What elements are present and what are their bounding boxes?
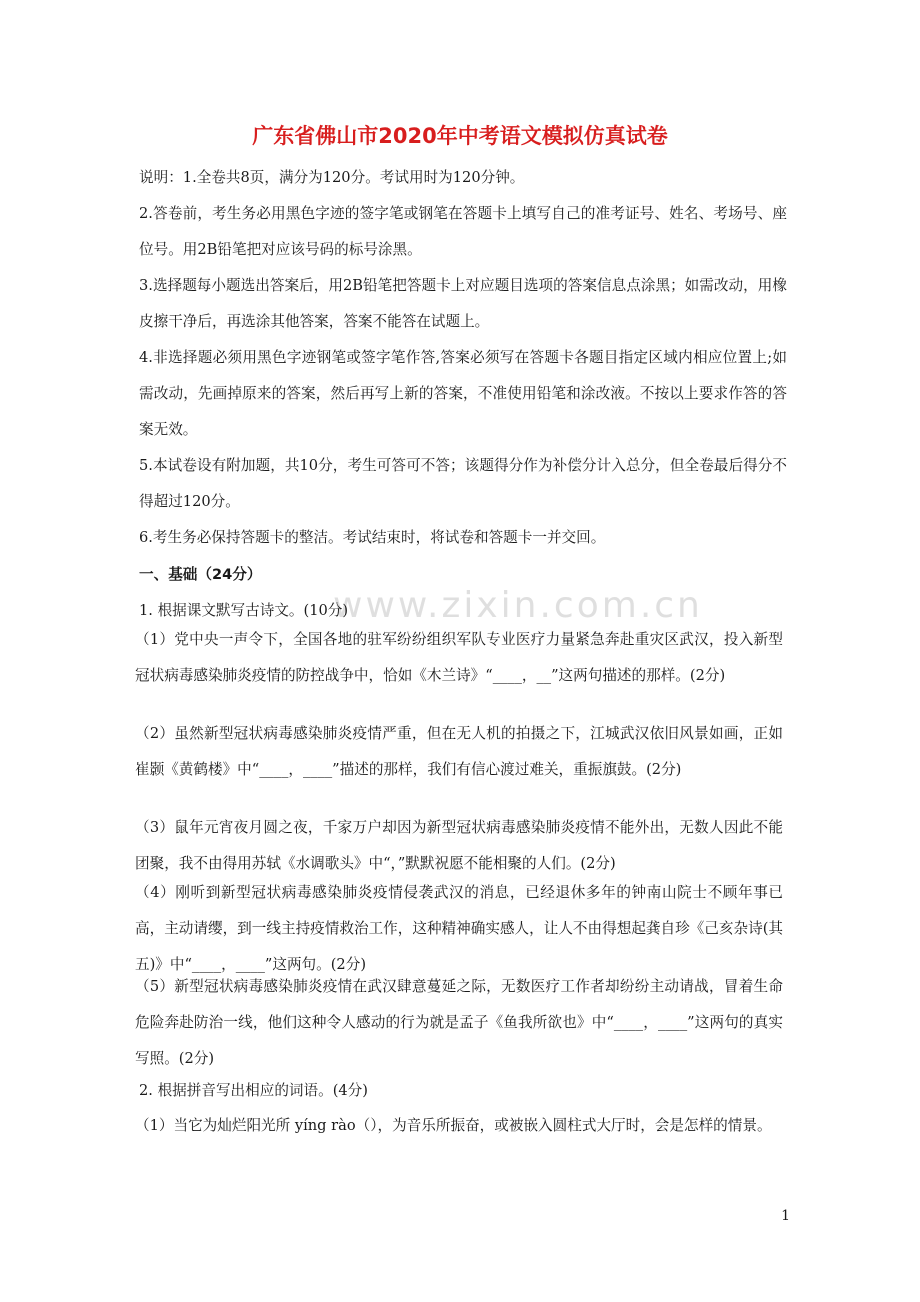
section-heading: 一、基础（24分） — [139, 566, 262, 583]
question-1-item-2: （2）虽然新型冠状病毒感染肺炎疫情严重，但在无人机的拍摄之下，江城武汉依旧风景如画，正如崔颢《黄鹤楼》中“____，____”描述的那样，我们有信心渡过难关，重振旗鼓。(2分) — [135, 725, 783, 778]
question-1-item-3: （3）鼠年元宵夜月圆之夜，千家万户却因为新型冠状病毒感染肺炎疫情不能外出，无数人因此不能团聚，我不由得用苏轼《水调歌头》中“，”默默祝愿不能相聚的人们。(2分) — [135, 819, 783, 872]
question-1-item-5: （5）新型冠状病毒感染肺炎疫情在武汉肆意蔓延之际，无数医疗工作者却纷纷主动请战，冒着生命危险奔赴防治一线，他们这种令人感动的行为就是孟子《鱼我所欲也》中“____，____”这两句的真实写照。(2分) — [135, 978, 783, 1067]
question-1-item-1: （1）党中央一声令下，全国各地的驻军纷纷组织军队专业医疗力量紧急奔赴重灾区武汉，投入新型冠状病毒感染肺炎疫情的防控战争中，恰如《木兰诗》“____，__”这两句描述的那样。(2分) — [135, 631, 783, 684]
document-title: 广东省佛山市2020年中考语文模拟仿真试卷 — [252, 124, 668, 148]
instruction-6: 6.考生务必保持答题卡的整洁。考试结束时，将试卷和答题卡一并交回。 — [139, 529, 606, 546]
page-number: 1 — [781, 1208, 790, 1224]
instruction-2: 2.答卷前，考生务必用黑色字迹的签字笔或钢笔在答题卡上填写自己的准考证号、姓名、考场号、座位号。用2B铅笔把对应该号码的标号涂黑。 — [139, 205, 787, 258]
question-1-stem: 1. 根据课文默写古诗文。(10分) — [139, 602, 349, 619]
instruction-3: 3.选择题每小题选出答案后，用2B铅笔把答题卡上对应题目选项的答案信息点涂黑；如需改动，用橡皮擦干净后，再选涂其他答案，答案不能答在试题上。 — [139, 277, 787, 330]
question-1-item-4: （4）刚听到新型冠状病毒感染肺炎疫情侵袭武汉的消息，已经退休多年的钟南山院士不顾年事已高，主动请缨，到一线主持疫情救治工作，这种精神确实感人，让人不由得想起龚自珍《己亥杂诗(其五)》中“____，____”这两句。(2分) — [135, 884, 783, 973]
watermark: www.zixin.com.cn — [333, 585, 703, 626]
instruction-5: 5.本试卷设有附加题，共10分，考生可答可不答；该题得分作为补偿分计入总分，但全卷最后得分不得超过120分。 — [139, 457, 787, 510]
instruction-4: 4.非选择题必须用黑色字迹钢笔或签字笔作答,答案必须写在答题卡各题目指定区域内相应位置上;如需改动，先画掉原来的答案，然后再写上新的答案，不准使用铅笔和涂改液。不按以上要求作答的答案无效。 — [139, 349, 787, 438]
instruction-1: 说明：1.全卷共8页，满分为120分。考试用时为120分钟。 — [139, 169, 525, 186]
question-2-stem: 2. 根据拼音写出相应的词语。(4分) — [139, 1082, 368, 1099]
question-2-item-1: （1）当它为灿烂阳光所 yíng rào（），为音乐所振奋，或被嵌入圆柱式大厅时，会是怎样的情景。 — [135, 1117, 772, 1134]
